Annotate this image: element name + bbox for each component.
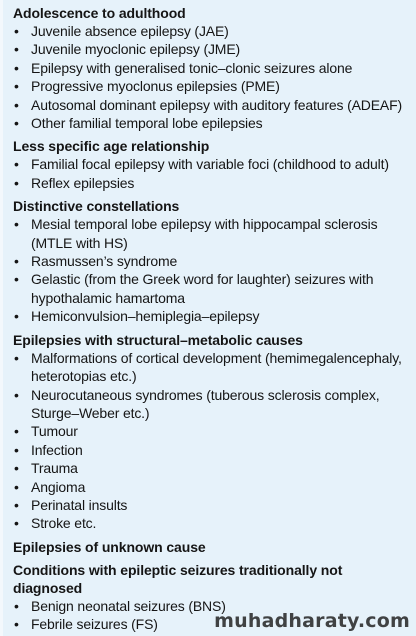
bullet-icon: • [14, 115, 19, 132]
section-distinctive-constellations [13, 197, 413, 325]
watermark-text: muhadharaty.com [214, 610, 410, 632]
bullet-icon: • [14, 441, 19, 458]
list-item: • Epilepsy with generalised tonic–clonic seizures alone [14, 59, 353, 76]
bullet-icon: • [14, 616, 19, 633]
item-list [13, 349, 413, 533]
section-heading: Distinctive constellations [13, 198, 180, 215]
list-item: • Juvenile myoclonic epilepsy (JME) [14, 41, 241, 58]
section-heading: Adolescence to adulthood [13, 5, 186, 21]
list-item: • Reflex epilepsies [14, 174, 135, 191]
section-unknown-cause [13, 538, 413, 556]
bullet-icon: • [14, 515, 19, 532]
bullet-icon: • [14, 41, 19, 58]
list-item: • Hemiconvulsion–hemiplegia–epilepsy [14, 308, 260, 325]
bullet-icon: • [14, 423, 19, 440]
list-item: • Angioma [14, 478, 86, 495]
bullet-icon: • [14, 478, 19, 495]
list-item: • Rasmussen’s syndrome [14, 253, 178, 270]
list-item: • Progressive myoclonus epilepsies (PME) [14, 78, 280, 95]
section-heading: Conditions with epileptic seizures traditionally not diagnosed [13, 561, 343, 596]
list-item: • Febrile seizures (FS) [14, 616, 158, 633]
item-list [13, 155, 413, 192]
bullet-icon: • [14, 174, 19, 191]
list-item: • Autosomal dominant epilepsy with auditory features (ADEAF) [14, 96, 403, 113]
section-less-specific-age [13, 137, 413, 192]
bullet-icon: • [14, 156, 19, 173]
list-item: • Infection [14, 441, 83, 458]
list-item: • Perinatal insults [14, 496, 128, 513]
bullet-icon: • [14, 460, 19, 477]
bullet-icon: • [14, 597, 19, 614]
list-item: • Neurocutaneous syndromes (tuberous sclerosis complex, Sturge–Weber etc.) [14, 386, 380, 421]
bullet-icon: • [14, 78, 19, 95]
bullet-icon: • [14, 308, 19, 325]
list-item: • Malformations of cortical development (hemimegalencephaly, heterotopias etc.) [14, 349, 402, 385]
list-item: • Stroke etc. [14, 515, 97, 532]
list-item: • Other familial temporal lobe epilepsies [14, 115, 263, 132]
bullet-icon: • [14, 96, 19, 113]
list-item: • Tumour [14, 423, 78, 440]
list-item: • Gelastic (from the Greek word for laughter) seizures with hypothalamic hamartoma [14, 271, 374, 306]
section-structural-metabolic [13, 331, 413, 533]
item-list [13, 22, 413, 132]
bullet-icon: • [14, 216, 19, 233]
item-list [13, 215, 413, 325]
section-heading: Epilepsies with structural–metabolic causes [13, 331, 303, 348]
list-item: • Juvenile absence epilepsy (JAE) [14, 23, 229, 39]
bullet-icon: • [14, 386, 19, 403]
section-heading: Less specific age relationship [13, 138, 210, 155]
list-item: • Trauma [14, 460, 78, 477]
bullet-icon: • [14, 271, 19, 288]
bullet-icon: • [14, 253, 19, 270]
section-adolescence-adulthood [13, 4, 413, 132]
section-heading: Epilepsies of unknown cause [13, 538, 206, 555]
bullet-icon: • [14, 59, 19, 76]
bullet-icon: • [14, 23, 19, 39]
list-item: • Mesial temporal lobe epilepsy with hippocampal sclerosis (MTLE with HS) [14, 216, 378, 251]
list-item: • Familial focal epilepsy with variable foci (childhood to adult) [14, 156, 389, 173]
bullet-icon: • [14, 349, 19, 366]
list-item: • Benign neonatal seizures (BNS) [14, 597, 226, 614]
bullet-icon: • [14, 496, 19, 513]
classification-list [13, 2, 413, 634]
